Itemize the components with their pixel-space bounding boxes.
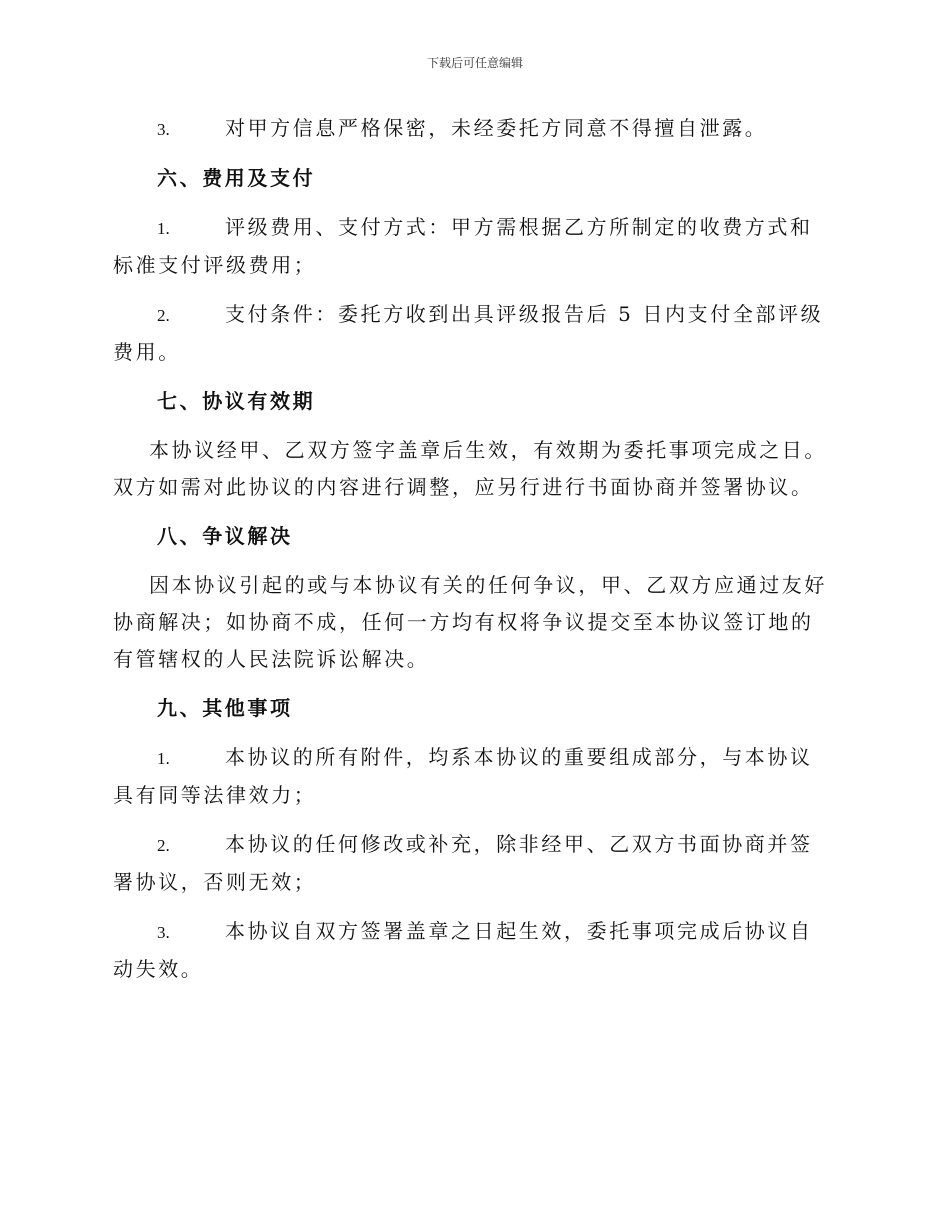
section-heading-validity: 七、协议有效期 <box>157 389 316 413</box>
paragraph-dispute: 因本协议引起的或与本协议有关的任何争议，甲、乙双方应通过友好协商解决；如协商不成，任何一方均有权将争议提交至本协议签订地的有管辖权的人民法院诉讼解决。 <box>113 573 827 671</box>
document-body <box>113 110 833 1000</box>
list-item <box>113 913 833 988</box>
item-text: 支付条件：委托方收到出具评级报告后 5 日内支付全部评级费用。 <box>113 302 824 364</box>
item-text: 本协议的任何修改或补充，除非经甲、乙双方书面协商并签署协议，否则无效； <box>113 832 813 894</box>
section-heading-fees: 六、费用及支付 <box>157 166 316 190</box>
item-number: 1. <box>157 219 170 238</box>
item-number: 3. <box>157 120 170 139</box>
list-item <box>113 296 833 371</box>
item-text: 对甲方信息严格保密，未经委托方同意不得擅自泄露。 <box>225 116 768 140</box>
item-number: 1. <box>157 749 170 768</box>
list-item <box>113 110 833 148</box>
item-number: 2. <box>157 306 170 325</box>
item-text: 评级费用、支付方式：甲方需根据乙方所制定的收费方式和标准支付评级费用； <box>113 215 813 277</box>
list-item <box>113 209 833 284</box>
section-heading-other: 九、其他事项 <box>157 696 293 720</box>
item-number: 2. <box>157 836 170 855</box>
paragraph-validity: 本协议经甲、乙双方签字盖章后生效，有效期为委托事项完成之日。双方如需对此协议的内容进行调整，应另行进行书面协商并签署协议。 <box>113 438 827 499</box>
section-heading-dispute: 八、争议解决 <box>157 524 293 548</box>
item-number: 3. <box>157 923 170 942</box>
page-header: 下载后可任意编辑 <box>426 56 523 70</box>
item-text: 本协议的所有附件，均系本协议的重要组成部分，与本协议具有同等法律效力； <box>113 745 813 807</box>
item-text: 本协议自双方签署盖章之日起生效，委托事项完成后协议自动失效。 <box>113 919 813 981</box>
list-item <box>113 826 833 901</box>
list-item <box>113 739 833 814</box>
